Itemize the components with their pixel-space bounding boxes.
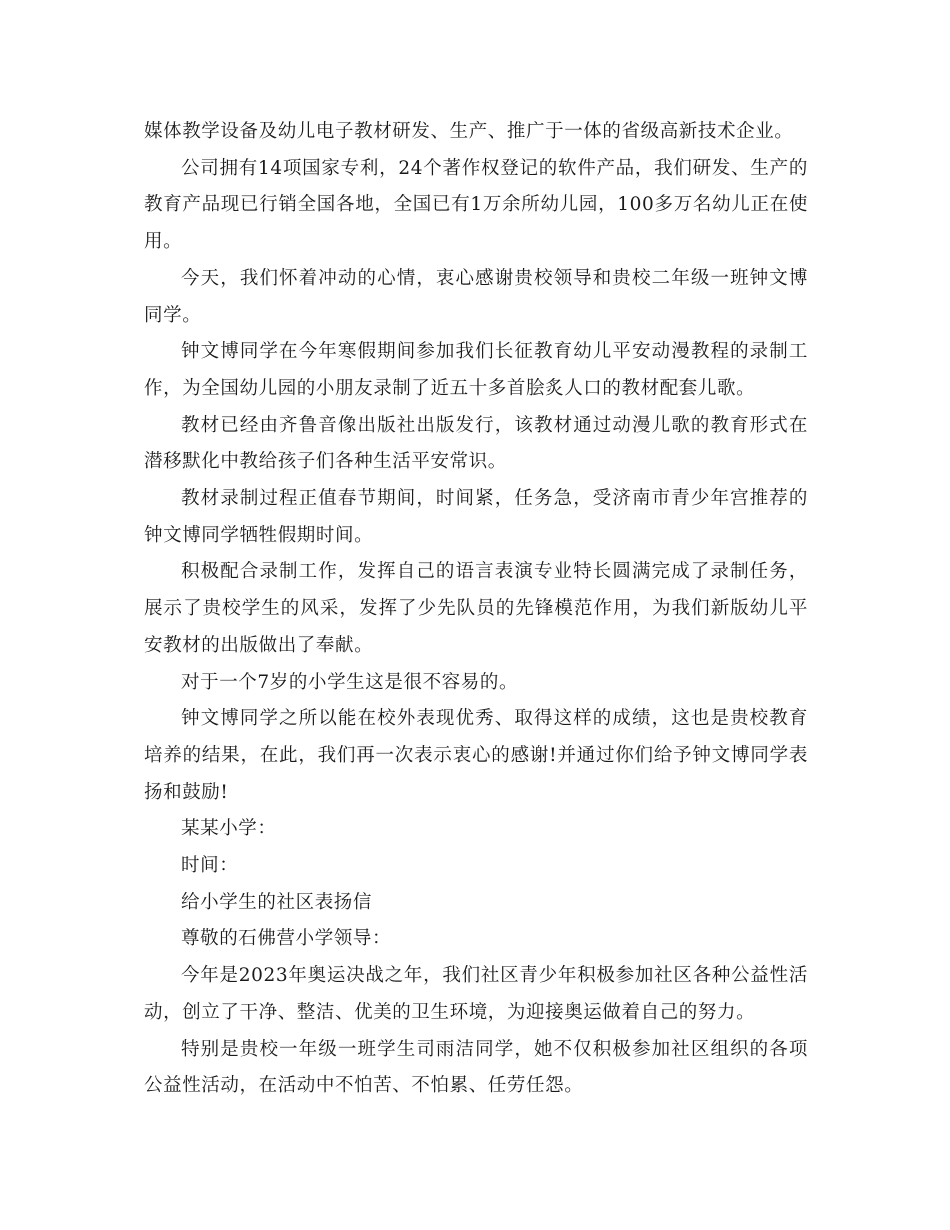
- paragraph-1: 媒体教学设备及幼儿电子教材研发、生产、推广于一体的省级高新技术企业。: [144, 121, 794, 142]
- paragraph-8: 对于一个7岁的小学生这是很不容易的。: [181, 671, 519, 693]
- paragraph-4: 钟文博同学在今年寒假期间参加我们长征教育幼儿平安动漫教程的录制工作，为全国幼儿园的小朋友录制了近五十多首脍炙人口的教材配套儿歌。: [144, 341, 808, 399]
- paragraph-3: 今天，我们怀着冲动的心情，衷心感谢贵校领导和贵校二年级一班钟文博同学。: [144, 267, 808, 326]
- paragraph-5: 教材已经由齐鲁音像出版社出版发行，该教材通过动漫儿歌的教育形式在潜移默化中教给孩子们各种生活平安常识。: [144, 414, 808, 473]
- paragraph-9: 钟文博同学之所以能在校外表现优秀、取得这样的成绩，这也是贵校教育培养的结果，在此，我们再一次表示衷心的感谢!并通过你们给予钟文博同学表扬和鼓励!: [144, 708, 808, 803]
- document-body: [144, 114, 808, 1105]
- salutation: 尊敬的石佛营小学领导：: [181, 928, 392, 950]
- date-line: 时间：: [181, 855, 239, 877]
- paragraph-14: 今年是2023年奥运决战之年，我们社区青少年积极参加社区各种公益性活动，创立了干净、整洁、优美的卫生环境，为迎接奥运做着自己的努力。: [144, 965, 808, 1023]
- paragraph-7: 积极配合录制工作，发挥自己的语言表演专业特长圆满完成了录制任务，展示了贵校学生的风采，发挥了少先队员的先锋模范作用，为我们新版幼儿平安教材的出版做出了奉献。: [144, 561, 808, 656]
- paragraph-15: 特别是贵校一年级一班学生司雨洁同学，她不仅积极参加社区组织的各项公益性活动，在活动中不怕苦、不怕累、任劳任怨。: [144, 1038, 808, 1097]
- paragraph-6: 教材录制过程正值春节期间，时间紧，任务急，受济南市青少年宫推荐的钟文博同学牺牲假期时间。: [144, 488, 808, 546]
- paragraph-2: 公司拥有14项国家专利，24个著作权登记的软件产品，我们研发、生产的教育产品现已行销全国各地，全国已有1万余所幼儿园，100多万名幼儿正在使用。: [144, 157, 808, 253]
- recipient-line: 某某小学：: [181, 818, 277, 840]
- section-title: 给小学生的社区表扬信: [181, 891, 373, 913]
